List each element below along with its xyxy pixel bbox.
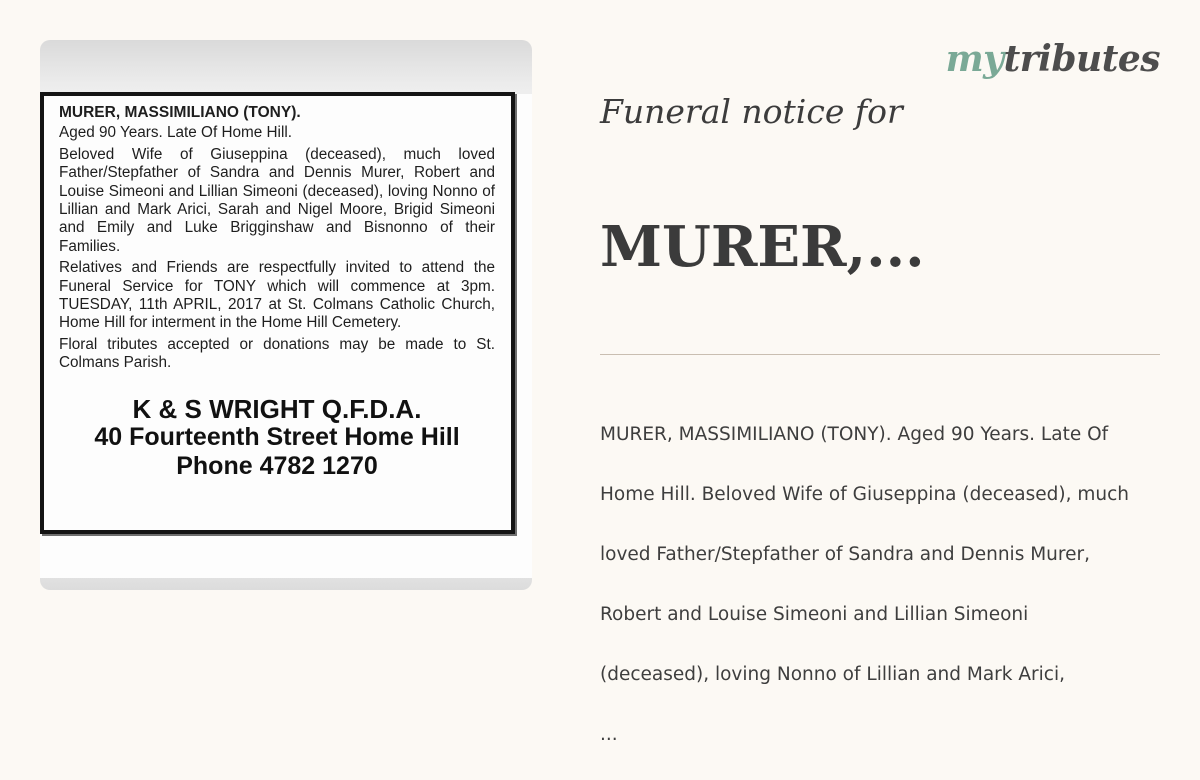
notice-image xyxy=(40,40,532,590)
divider xyxy=(600,354,1160,355)
logo-my: my xyxy=(945,38,1004,80)
notice-heading: Funeral notice for xyxy=(600,92,903,131)
excerpt-ellipsis: ... xyxy=(600,724,618,745)
excerpt-line: (deceased), loving Nonno of Lillian and Mark Arici, xyxy=(600,664,1065,685)
funeral-director-name: K & S WRIGHT Q.F.D.A. xyxy=(132,393,422,424)
clipping-name: MURER, MASSIMILIANO (TONY). xyxy=(59,104,301,121)
mytributes-logo[interactable] xyxy=(946,38,1160,80)
excerpt-line: loved Father/Stepfather of Sandra and Dennis Murer, xyxy=(600,544,1090,565)
funeral-director-address: 40 Fourteenth Street Home Hill xyxy=(94,423,460,452)
excerpt-line: Robert and Louise Simeoni and Lillian Simeoni xyxy=(600,604,1029,625)
excerpt-line: Home Hill. Beloved Wife of Giuseppina (deceased), much xyxy=(600,484,1130,505)
funeral-director-block xyxy=(59,395,495,481)
logo-tributes: tributes xyxy=(1003,38,1160,80)
clipping-age: Aged 90 Years. Late Of Home Hill. xyxy=(59,124,292,142)
deceased-name: MURER,... xyxy=(600,214,925,280)
funeral-director-phone: Phone 4782 1270 xyxy=(176,451,378,480)
clipping-family: Beloved Wife of Giuseppina (deceased), much loved Father/Stepfather of Sandra and Dennis Murer, Robert and Louise Simeoni and Lillian Simeoni (deceased), loving Nonno of Lillian and Mark Arici, Sarah and Nigel Moore, Brigid Simeoni and Emily and Luke Brigginshaw and Bisnonno of their Families. xyxy=(59,145,495,255)
notice-excerpt xyxy=(600,390,1190,780)
clipping-floral: Floral tributes accepted or donations may be made to St. Colmans Parish. xyxy=(59,335,495,372)
notice-border-box xyxy=(40,92,515,534)
clipping-service: Relatives and Friends are respectfully invited to attend the Funeral Service for TONY which will commence at 3pm. TUESDAY, 11th APRIL, 2017 at St. Colmans Catholic Church, Home Hill for interment in the Home Hill Cemetery. xyxy=(59,259,495,332)
excerpt-line: MURER, MASSIMILIANO (TONY). Aged 90 Years. Late Of xyxy=(600,424,1109,445)
